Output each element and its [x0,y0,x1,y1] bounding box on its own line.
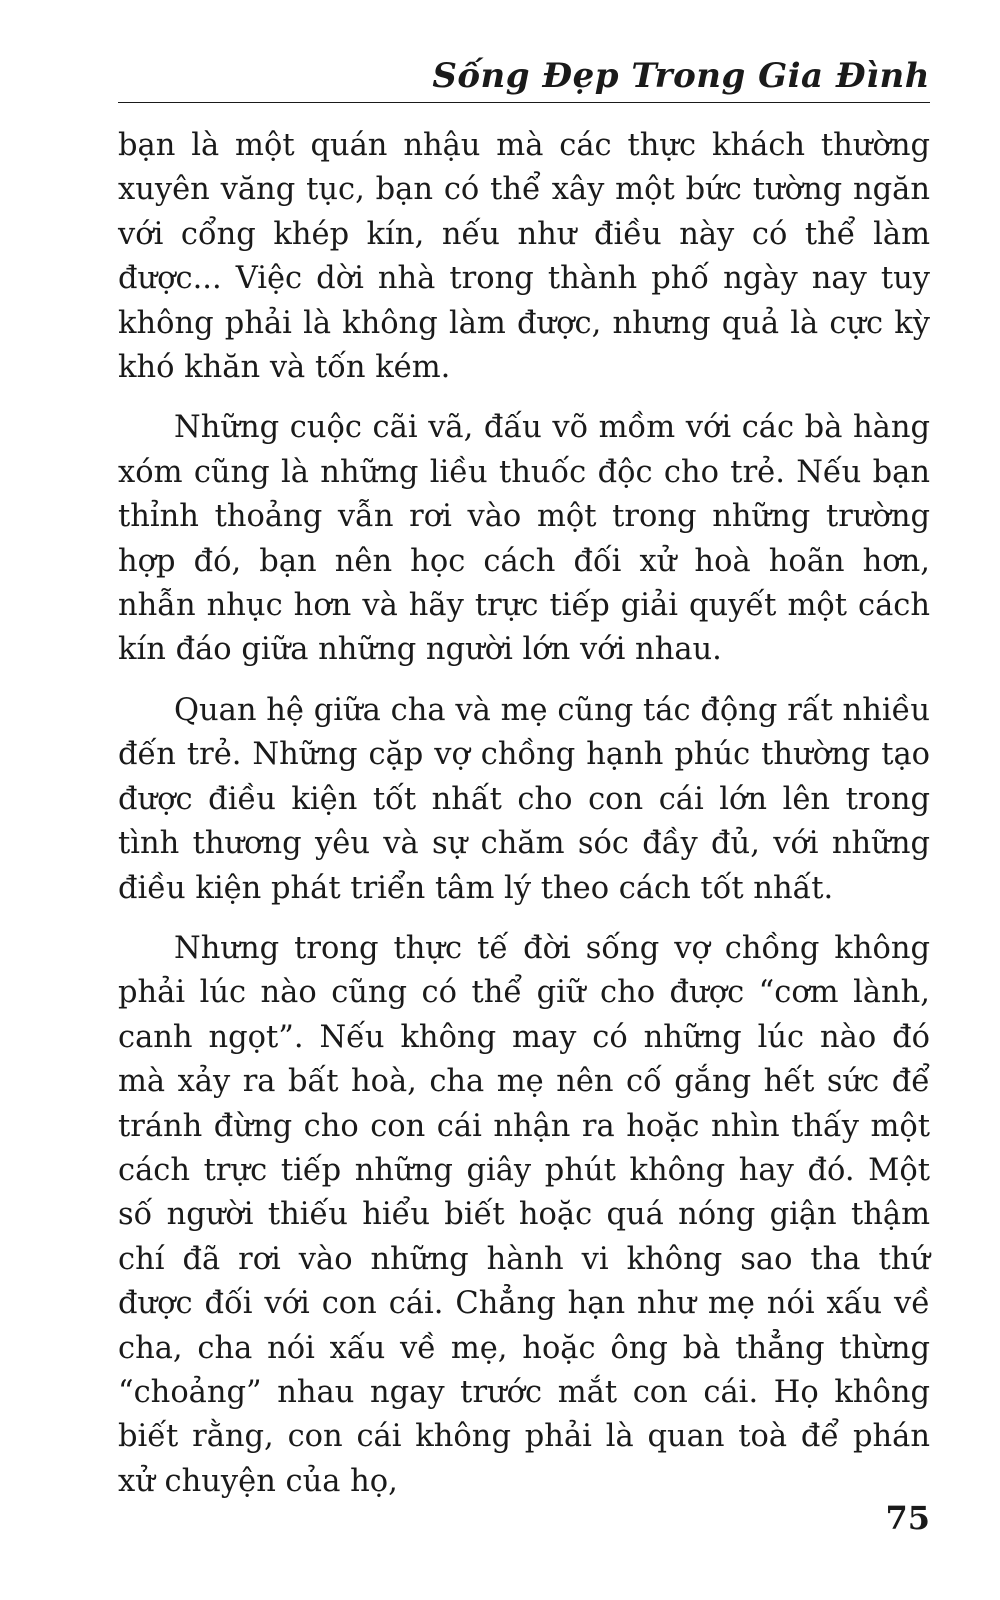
header-rule [118,102,930,103]
paragraph-3: Quan hệ giữa cha và mẹ cũng tác động rất nhiều đến trẻ. Những cặp vợ chồng hạnh phúc thường tạo được điều kiện tốt nhất cho con cái lớn lên trong tình thương yêu và sự chăm sóc đầy đủ, với những điều kiện phát triển tâm lý theo cách tốt nhất. [118,692,930,906]
paragraph-4: Nhưng trong thực tế đời sống vợ chồng không phải lúc nào cũng có thể giữ cho được “cơm lành, canh ngọt”. Nếu không may có những lúc nào đó mà xảy ra bất hoà, cha mẹ nên cố gắng hết sức để tránh đừng cho con cái nhận ra hoặc nhìn thấy một cách trực tiếp những giây phút không hay đó. Một số người thiếu hiểu biết hoặc quá nóng giận thậm chí đã rơi vào những hành vi không sao tha thứ được đối với con cái. Chẳng hạn như mẹ nói xấu về cha, cha nói xấu về mẹ, hoặc ông bà thẳng thừng “choảng” nhau ngay trước mắt con cái. Họ không biết rằng, con cái không phải là quan toà để phán xử chuyện của họ, [118,930,930,1499]
paragraph-2: Những cuộc cãi vã, đấu võ mồm với các bà hàng xóm cũng là những liều thuốc độc cho trẻ. Nếu bạn thỉnh thoảng vẫn rơi vào một trong những trường hợp đó, bạn nên học cách đối xử hoà hoãn hơn, nhẫn nhục hơn và hãy trực tiếp giải quyết một cách kín đáo giữa những người lớn với nhau. [118,410,930,668]
paragraph-1: bạn là một quán nhậu mà các thực khách thường xuyên văng tục, bạn có thể xây một bức tường ngăn với cổng khép kín, nếu như điều này có thể làm được... Việc dời nhà trong thành phố ngày nay tuy không phải là không làm được, nhưng quả là cực kỳ khó khăn và tốn kém. [118,128,930,386]
body-text [118,124,930,1520]
page-number: 75 [885,1499,930,1537]
running-header-title: Sống Đẹp Trong Gia Đình [432,56,930,96]
